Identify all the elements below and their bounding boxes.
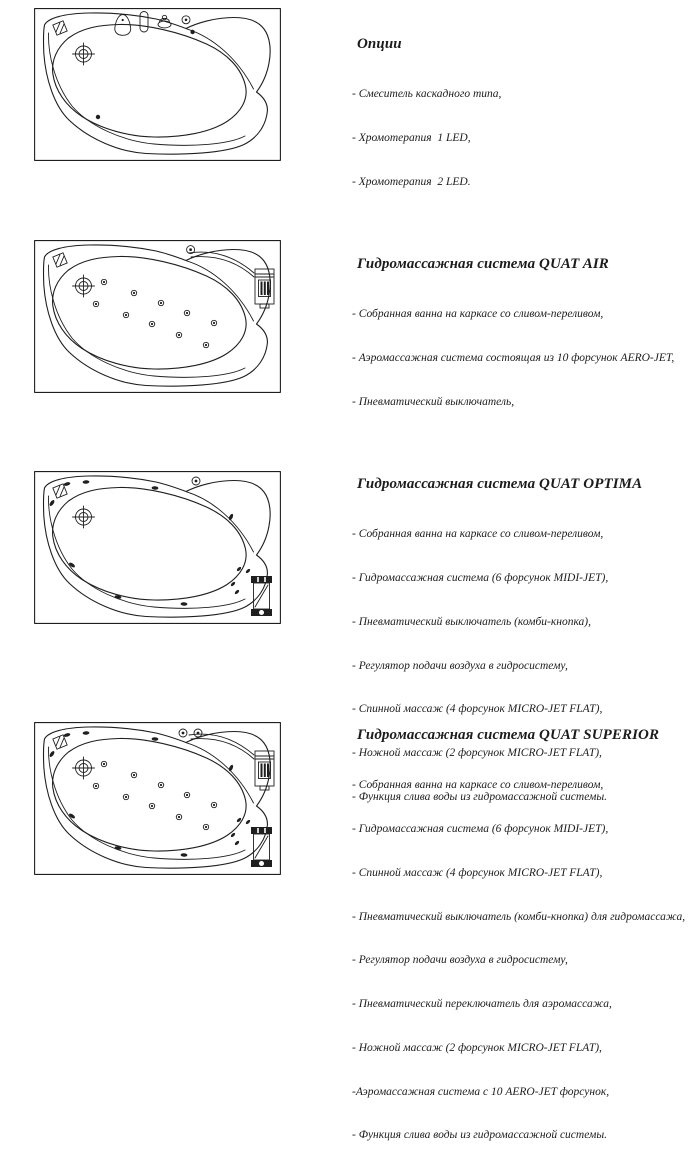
spec-item: - Аэромассажная система состоящая из 10 форсунок AERO-JET, bbox=[352, 351, 675, 364]
spec-list bbox=[352, 749, 692, 1172]
spec-item: - Пневматический выключатель (комби-кнопка) для гидромассажа, bbox=[352, 910, 686, 923]
section-title: Гидромассажная система QUAT SUPERIOR bbox=[357, 727, 660, 743]
aero-jets-group bbox=[93, 761, 216, 829]
aero-jets-group bbox=[93, 279, 216, 347]
air-blower-icon bbox=[189, 252, 274, 308]
section-quat-air bbox=[352, 255, 692, 439]
cascade-mixer-icon bbox=[96, 12, 195, 120]
bathtub-top-view-hydro-aero bbox=[34, 722, 281, 875]
spec-item: - Гидромассажная система (6 форсунок MIDI-JET), bbox=[352, 571, 609, 584]
spec-item: - Пневматический выключатель, bbox=[352, 395, 515, 408]
tub-outline bbox=[35, 9, 281, 161]
tub-outline bbox=[35, 472, 281, 624]
spec-item: - Смеситель каскадного типа, bbox=[352, 88, 502, 101]
spec-list bbox=[352, 58, 692, 219]
spec-list bbox=[352, 278, 692, 439]
bathtub-top-view-basic bbox=[34, 8, 281, 161]
section-title: Гидромассажная система QUAT AIR bbox=[357, 256, 609, 272]
pneumatic-button-icon bbox=[192, 477, 200, 485]
spec-item: - Функция слива воды из гидромассажной системы. bbox=[352, 790, 608, 803]
hydro-jets-group bbox=[49, 731, 251, 857]
spec-item: - Функция слива воды из гидромассажной системы. bbox=[352, 1129, 608, 1142]
section-quat-superior bbox=[352, 726, 692, 1172]
hydro-pump-icon bbox=[251, 827, 272, 867]
pneumatic-switch-icon bbox=[194, 729, 202, 737]
diagram-quat-air-bathtub bbox=[34, 240, 281, 393]
tub-outline bbox=[35, 723, 281, 875]
spec-item: - Хромотерапия 2 LED. bbox=[352, 175, 471, 188]
diagram-quat-optima-bathtub bbox=[34, 471, 281, 624]
spec-item: - Ножной массаж (2 форсунок MICRO-JET FLAT), bbox=[352, 747, 602, 760]
spec-item: - Гидромассажная система (6 форсунок MIDI-JET), bbox=[352, 822, 609, 835]
spec-item: -Аэромассажная система с 10 AERO-JET форсунок, bbox=[352, 1085, 610, 1098]
spec-item: - Регулятор подачи воздуха в гидросистему, bbox=[352, 659, 568, 672]
bathtub-top-view-aero bbox=[34, 240, 281, 393]
spec-item: - Пневматический выключатель (комби-кнопка), bbox=[352, 615, 592, 628]
pneumatic-button-icon bbox=[179, 729, 187, 737]
bathtub-top-view-hydro bbox=[34, 471, 281, 624]
spec-item: - Ножной массаж (2 форсунок MICRO-JET FLAT), bbox=[352, 1041, 602, 1054]
spec-item: - Собранная ванна на каркасе со сливом-переливом, bbox=[352, 308, 604, 321]
diagram-quat-superior-bathtub bbox=[34, 722, 281, 875]
hydro-pump-icon bbox=[251, 576, 272, 616]
section-title: Гидромассажная система QUAT OPTIMA bbox=[357, 476, 643, 492]
spec-item: - Хромотерапия 1 LED, bbox=[352, 131, 471, 144]
section-title: Опции bbox=[357, 36, 402, 52]
tub-outline bbox=[35, 241, 281, 393]
spec-item: - Пневматический переключатель для аэромассажа, bbox=[352, 998, 612, 1011]
hydro-jets-group bbox=[49, 480, 251, 606]
spec-item: - Регулятор подачи воздуха в гидросистему, bbox=[352, 954, 568, 967]
diagram-options-bathtub bbox=[34, 8, 281, 161]
spec-item: - Спинной массаж (4 форсунок MICRO-JET FLAT), bbox=[352, 703, 603, 716]
section-options bbox=[352, 35, 692, 219]
spec-item: - Спинной массаж (4 форсунок MICRO-JET FLAT), bbox=[352, 866, 603, 879]
air-blower-icon bbox=[189, 734, 274, 790]
spec-item: - Собранная ванна на каркасе со сливом-переливом, bbox=[352, 779, 604, 792]
spec-item: - Собранная ванна на каркасе со сливом-переливом, bbox=[352, 528, 604, 541]
